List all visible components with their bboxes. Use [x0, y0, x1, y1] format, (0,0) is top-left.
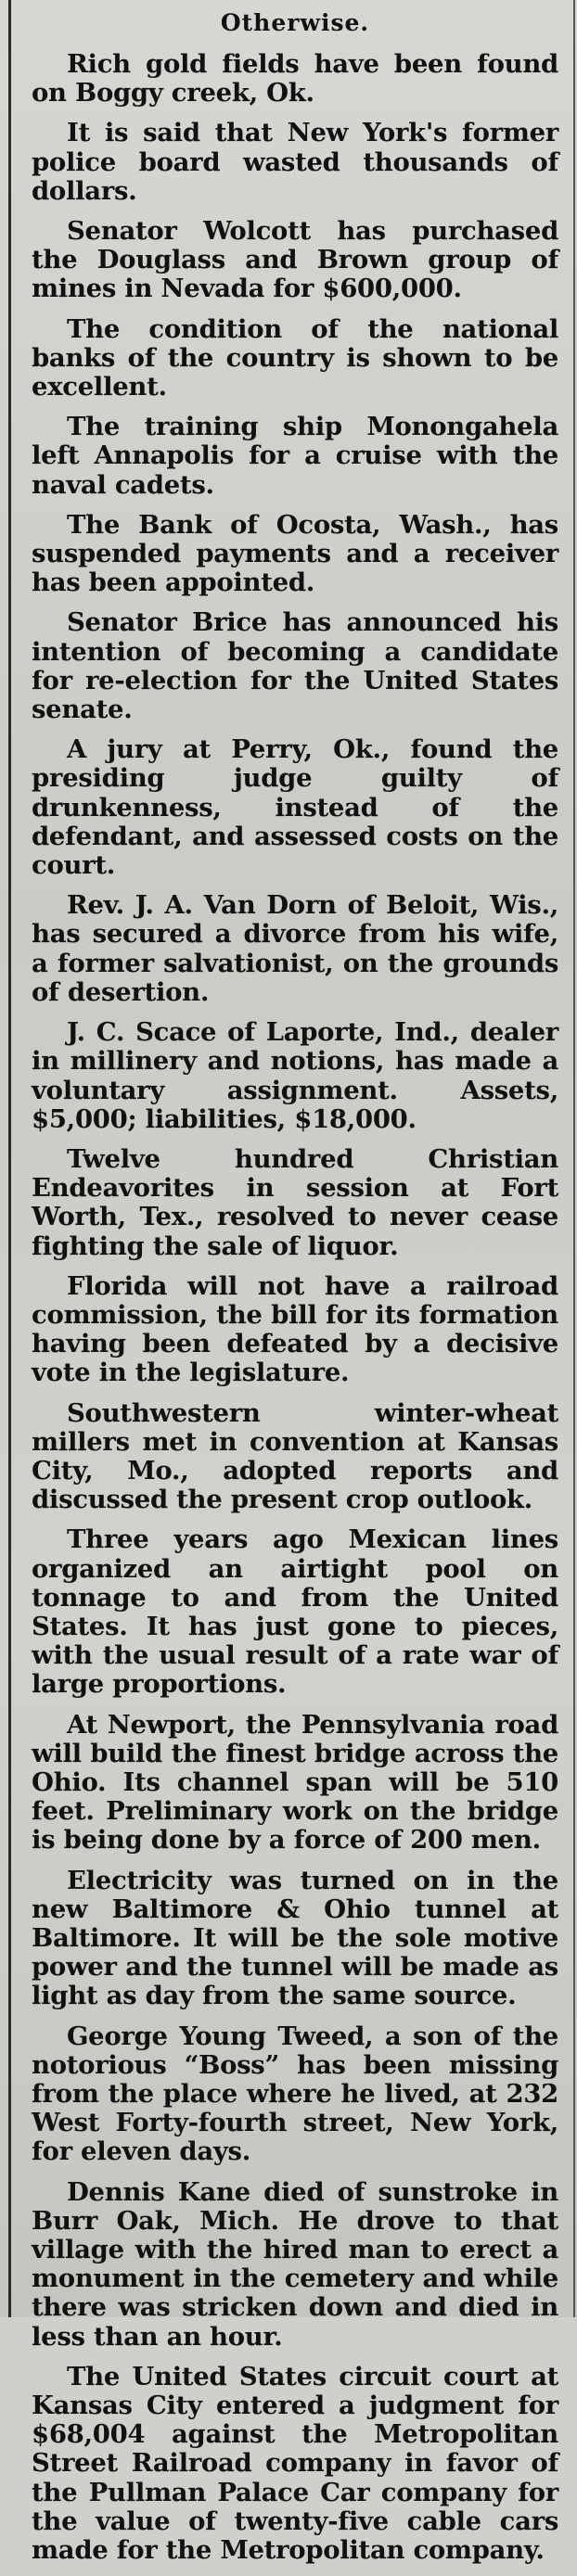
news-item: Senator Wolcott has purchased the Douglass and Brown group of mines in Nevada for $600,000.: [32, 216, 558, 304]
column-rule-right: [573, 0, 575, 2317]
news-item: Electricity was turned on in the new Baltimore & Ohio tunnel at Baltimore. It will be the sole motive power and the tunnel will be made as light as day from the same source.: [32, 1865, 558, 2011]
news-item: Rich gold fields have been found on Boggy creek, Ok.: [32, 49, 558, 108]
news-item: Florida will not have a railroad commission, the bill for its formation having been defeated by a decisive vote in the legislature.: [32, 1270, 558, 1388]
news-item: At Newport, the Pennsylvania road will build the finest bridge across the Ohio. Its channel span will be 510 feet. Preliminary work on the bridge is being done by a force of 200 men.: [32, 1709, 558, 1855]
news-item: Rev. J. A. Van Dorn of Beloit, Wis., has secured a divorce from his wife, a former salvationist, on the grounds of desertion.: [32, 890, 558, 1007]
news-item: Dennis Kane died of sunstroke in Burr Oak, Mich. He drove to that village with the hired man to erect a monument in the cemetery and while there was stricken down and died in less than an hour.: [32, 2176, 558, 2352]
news-item: George Young Tweed, a son of the notorious “Boss” has been missing from the place where he lived, at 232 West Forty-fourth street, New York, for eleven days.: [32, 2021, 558, 2167]
news-item: The training ship Monongahela left Annapolis for a cruise with the naval cadets.: [32, 412, 558, 500]
news-item: It is said that New York's former police board wasted thousands of dollars.: [32, 118, 558, 206]
news-item: Senator Brice has announced his intention of becoming a candidate for re-election for the United States senate.: [32, 607, 558, 725]
column-rule-left: [8, 0, 11, 2317]
news-item: Twelve hundred Christian Endeavorites in session at Fort Worth, Tex., resolved to never cease fighting the sale of liquor.: [32, 1143, 558, 1261]
news-item: Three years ago Mexican lines organized an airtight pool on tonnage to and from the United States. It has just gone to pieces, with the usual result of a rate war of large proportions.: [32, 1524, 558, 1700]
news-item: Southwestern winter-wheat millers met in convention at Kansas City, Mo., adopted reports and discussed the present crop outlook.: [32, 1397, 558, 1515]
news-item: The United States circuit court at Kansas City entered a judgment for $68,004 against the Metropolitan Street Railroad company in favor of the Pullman Palace Car company for the value of twenty-five cable cars made for the Metropolitan company.: [32, 2361, 558, 2566]
news-column: [32, 9, 558, 2576]
section-heading: Otherwise.: [220, 9, 370, 36]
news-item: The Bank of Ocosta, Wash., has suspended payments and a receiver has been appointed.: [32, 509, 558, 598]
news-item: A jury at Perry, Ok., found the presiding judge guilty of drunkenness, instead of the defendant, and assessed costs on the court.: [32, 734, 558, 881]
news-item: The condition of the national banks of the country is shown to be excellent.: [32, 313, 558, 402]
news-item: J. C. Scace of Laporte, Ind., dealer in millinery and notions, has made a voluntary assignment. Assets, $5,000; liabilities, $18,000.: [32, 1017, 558, 1134]
